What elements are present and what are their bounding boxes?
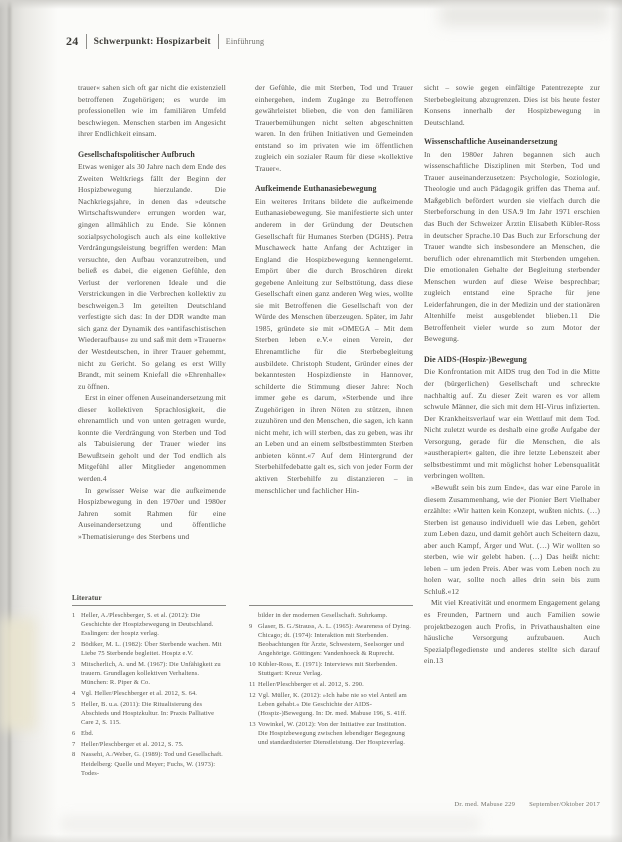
scan-smudge-bottom (60, 816, 480, 832)
reference-text: Heller/Pleschberger et al. 2012, S. 290. (258, 680, 364, 688)
continuation-paragraph: der Gefühle, die mit Sterben, Tod und Trauer einhergehen, indem Zugänge zu Betroffenen gewährleistet blieben, die von den familiären Trauerbemühungen nicht selten abgeschnitten waren. In den frühen Initiativen und Gemeinden entstand so im privaten wie im öffentlichen zugleich ein sozialer Raum für diese »kollektive Trauer«. (255, 83, 413, 173)
literature-section-continued (249, 594, 413, 749)
reference-text: Bödiker, M. L. (1982): Über Sterbende wachen. Mit Liebe 75 Sterbende begleitet. Hospiz e.V. (81, 641, 222, 658)
heading-gesellschaftspolitischer-aufbruch: Gesellschaftspolitischer Aufbruch (78, 149, 195, 159)
reference-text: Mitscherlich, A. und M. (1967): Die Unfähigkeit zu trauern. Grundlagen kollektiven Verhaltens. München: R. Piper & Co. (81, 661, 221, 687)
reference-item (72, 729, 226, 738)
reference-text: Heller/Pleschberger et al. 2012, S. 75. (81, 740, 184, 748)
page-number: 24 (66, 34, 79, 48)
reference-number: 7 (72, 740, 76, 748)
body-paragraph: Mit viel Kreativität und enormem Engagement gelang es Freunden, Partnern und auch Familien sowie projektbezogen auch Profis, in Privathaushalten eine häusliche Versorgung aufzubauen. Auch Spezialpflegedienste und anderes stellte sich darauf ein.13 (424, 598, 600, 666)
reference-item (72, 700, 226, 728)
text-column-1 (78, 82, 226, 586)
body-paragraph: Ein weiteres Irritans bildete die aufkeimende Euthanasiebewegung. Sie manifestierte sich unter anderem in der Gründung der Deutschen Gesellschaft für Humanes Sterben (DGHS). Petra Muschaweck hatte Anfang der Achtziger in England die Hospizbewegung kennengelernt. Empört über die durch Broschüren direkt gegebene Anleitung zur Selbsttötung, dass diese Gesellschaft einen ganz anderen Weg wies, wollte sie mit Betroffenen die Gesellschaft von der Würde des Menschen überzeugen. Später, im Jahr 1985, gründete sie mit »OMEGA – Mit dem Sterben leben e.V.« einen Verein, der Ehrenamtliche für die Sterbebegleitung ausbildete. Christoph Student, Gründer eines der bekanntesten Hospizdienste in Hannover, schilderte die Stimmung dieser Jahre: Noch immer gehe es darum, »Sterbende und ihre Zugehörigen in ihren Nöten zu stützen, ihnen zuzuhören und den Menschen, die sagen, ich kann nicht mehr, ich will sterben, das zu geben, was ihr an Leben und an einem selbstbestimmten Sterben anbieten könnt.«7 Auf dem Hintergrund der Sterbehilfedebatte galt es, sich von jeder Form der aktiven Sterbehilfe zu distanzieren – in menschlicher und fachlicher Hin- (255, 196, 413, 495)
reference-continuation: bilder in der modernen Gesellschaft. Suhrkamp. (258, 612, 388, 619)
body-paragraph: In den 1980er Jahren begannen sich auch wissenschaftliche Disziplinen mit Sterben, Tod und Trauer auseinanderzusetzen: Psychologie, Soziologie, Theologie und auch Pädagogik griffen das Thema auf. Maßgeblich befördert wurden sie vielfach durch die Sterbeforschung in den USA.9 Im Jahr 1971 erschien das Buch der Schweizer Ärztin Elisabeth Kübler-Ross in deutscher Sprache.10 Das Buch zur Erforschung der Trauer wandte sich insbesondere an Menschen, die beruflich oder ehrenamtlich mit Sterbenden umgehen. Die emotionalen Gehalte der Begleitung sterbender Menschen wurden auf diese Weise besprechbar; zugleich entstand eine Sprache für jene Leiderfahrungen, die in der Medizin und der stationären Altenhilfe meist ausgeblendet blieben.11 Die Betroffenheit vieler wurde so zum Motor der Bewegung. (424, 149, 600, 344)
reference-item (72, 611, 226, 639)
reference-text: Kübler-Ross, E. (1971): Interviews mit Sterbenden. Stuttgart: Kreuz Verlag. (258, 661, 398, 678)
journal-name: Dr. med. Mabuse 229 (454, 801, 516, 808)
reference-item (249, 691, 413, 719)
issue-date: September/Oktober 2017 (529, 801, 600, 808)
reference-item (72, 750, 226, 778)
reference-item (249, 660, 413, 678)
scan-shadow-bottom (0, 834, 622, 842)
text-column-2 (255, 82, 413, 586)
reference-number: 12 (249, 691, 256, 699)
reference-number: 3 (72, 661, 76, 669)
quote-paragraph: »Bewußt sein bis zum Ende«, das war eine Parole in diesem Zusammenhang, wie der Pionier Bert Vielhaber erzählte: »Wir hatten kein Konzept, wußten nichts. (…) Sterben ist genauso individuell wie das Leben, gehört zum Leben dazu, und damit gehört auch Scheitern dazu, aber auch Kampf, Ärger und Wut. (…) Wir wollten so sterben, wie wir gelebt haben. (…) Das heißt nicht: leben – um jeden Preis. Aber was vom Leben noch zu holen war, sollte noch alles drin sein bis zum Schluß.«12 (424, 482, 600, 596)
literature-rule (72, 605, 226, 606)
literature-rule (249, 605, 413, 606)
reference-item (72, 660, 226, 688)
scan-shadow-right (610, 0, 622, 842)
reference-number: 4 (72, 690, 76, 698)
subsection-title: Einführung (225, 37, 265, 46)
intro-paragraph: trauer« sahen sich oft gar nicht die existenziell betroffenen Zugehörigen; es wurde im professionellen wie im familiären Umfeld beschwiegen. Menschen starben im Angesicht ihrer Endlichkeit einsam. (78, 83, 226, 139)
reference-number: 1 (72, 612, 76, 619)
scan-smudge-top-right (440, 4, 610, 26)
reference-text: Nassehi, A./Weber, G. (1989): Tod und Gesellschaft. Heidelberg: Quelle und Meyer; Fuchs, W. (1973): Todes- (81, 751, 223, 777)
reference-number: 2 (72, 641, 76, 649)
reference-text: Vgl. Heller/Pleschberger et al. 2012, S. 64. (81, 690, 198, 698)
reference-text: Vowinkel, W. (2012): Von der Initiative zur Institution. Die Hospizbewegung zwischen lebendiger Begegnung und standardisierter Dienstleistung. Der Hospizverlag. (258, 720, 407, 747)
reference-number: 13 (249, 720, 256, 728)
reference-item (72, 740, 226, 749)
continuation-paragraph: sicht – sowie gegen einfältige Patentrezepte zur Sterbebegleitung abzugrenzen. Dies ist bis heute fester Konsens innerhalb der Hospizbewegung in Deutschland. (424, 83, 600, 127)
header-divider (86, 34, 87, 49)
body-paragraph: In gewisser Weise war die aufkeimende Hospizbewegung in den 1970er und 1980er Jahren somit Rahmen für eine Auseinandersetzung und öffentliche »Thematisierung« des Sterbens und (78, 485, 226, 541)
reference-number: 6 (72, 729, 76, 737)
reference-text: Heller, A./Pleschberger, S. et al. (2012): Die Geschichte der Hospizbewegung in Deutschland. Esslingen: der hospiz verlag. (81, 612, 214, 638)
reference-text: Vgl. Müller, K. (2012): »Ich habe nie so viel Anteil am Leben gehabt.« Die Geschichte der AIDS-(Hospiz-)Bewegung. In: Dr. med. Mabuse 196, S. 41ff. (258, 691, 407, 718)
header-divider (218, 34, 219, 49)
reference-number: 10 (249, 661, 256, 669)
reference-item (72, 689, 226, 698)
reference-number: 9 (249, 622, 253, 630)
text-column-3 (424, 82, 600, 794)
heading-wissenschaftliche-auseinandersetzung: Wissenschaftliche Auseinandersetzung (424, 137, 558, 147)
page-header (66, 34, 264, 49)
reference-item (249, 720, 413, 748)
body-paragraph: Etwas weniger als 30 Jahre nach dem Ende des Zweiten Weltkriegs fällt der Beginn der Hospizbewegung hierzulande. Die Nachkriegsjahre, in denen das »deutsche Wirtschaftswunder« errungen worden war, gingen allmählich zu Ende. Sie können sozialpsychologisch auch als eine kollektive Verdrängungsleistung begriffen werden: Man versuchte, den Aufbau voranzutreiben, und beließ es dabei, die eigenen Gefühle, den Verlust der verlorenen Ideale und die Verstrickungen in die Verbrechen kollektiv zu beschweigen.3 Im geteilten Deutschland verfestigte sich das: In der DDR wandte man sich ganz der Dynamik des »antifaschistischen Wiederaufbaus« zu und saß mit dem »Trauern« der Westdeutschen, in ihrer Trauer gehemmt, nicht zu Gericht. So gelang es erst Willy Brandt, mit seinem Kniefall die »Ehrenhalle« zu öffnen. (78, 162, 226, 391)
reference-item (72, 640, 226, 658)
literature-heading-spacer (249, 594, 413, 602)
page-footer (402, 801, 600, 808)
literature-heading: Literatur (72, 594, 102, 602)
scan-stain (0, 618, 36, 730)
reference-text: Ebd. (81, 729, 94, 737)
reference-text: Glaser, B. G./Strauss, A. L. (1965): Awareness of Dying. Chicago; dt. (1974): Interaktion mit Sterbenden. Beobachtungen für Ärzte, Schwestern, Seelsorger und Angehörige. Göttingen: Vandenhoeck & Ruprecht. (258, 622, 411, 658)
heading-aids-hospiz-bewegung: Die AIDS-(Hospiz-)Bewegung (424, 354, 527, 364)
reference-number: 8 (72, 751, 76, 759)
reference-item (249, 680, 413, 689)
body-paragraph: Erst in einer offenen Auseinandersetzung mit dieser kollektiven Sprachlosigkeit, die ehrenamtlich und von unten getragen wurde, konnte die Verdrängung von Sterben und Tod als Tabuisierung der Trauer wieder ins Bewußtsein geholt und der Tod endlich als Mitgefühl aller Mitglieder angenommen werden.4 (78, 393, 226, 483)
section-title: Schwerpunkt: Hospizarbeit (93, 36, 211, 47)
reference-item (249, 622, 413, 659)
reference-number: 5 (72, 700, 76, 708)
body-paragraph: Die Konfrontation mit AIDS trug den Tod in die Mitte der (bürgerlichen) Gesellschaft und schreckte nachhaltig auf. Zu dieser Zeit waren es vor allem schwule Männer, die sich mit dem HI-Virus infizierten. Der Krankheitsverlauf war ein Wettlauf mit dem Tod. Nicht zuletzt wurde es deshalb eine große Aufgabe der Versorgung, gerade für die Menschen, die als »austherapiert« galten, die ihre letzte Lebenszeit aber selbstbestimmt und mit möglichst hoher Lebensqualität verbringen wollten. (424, 367, 600, 481)
literature-section (72, 594, 226, 779)
reference-number: 11 (249, 680, 256, 688)
heading-aufkeimende-euthanasiebewegung: Aufkeimende Euthanasiebewegung (255, 184, 377, 194)
reference-text: Heller, B. u.a. (2011): Die Ritualisierung des Abschieds und Hospizkultur. In: Praxis Palliative Care 2, S. 115. (81, 700, 215, 727)
